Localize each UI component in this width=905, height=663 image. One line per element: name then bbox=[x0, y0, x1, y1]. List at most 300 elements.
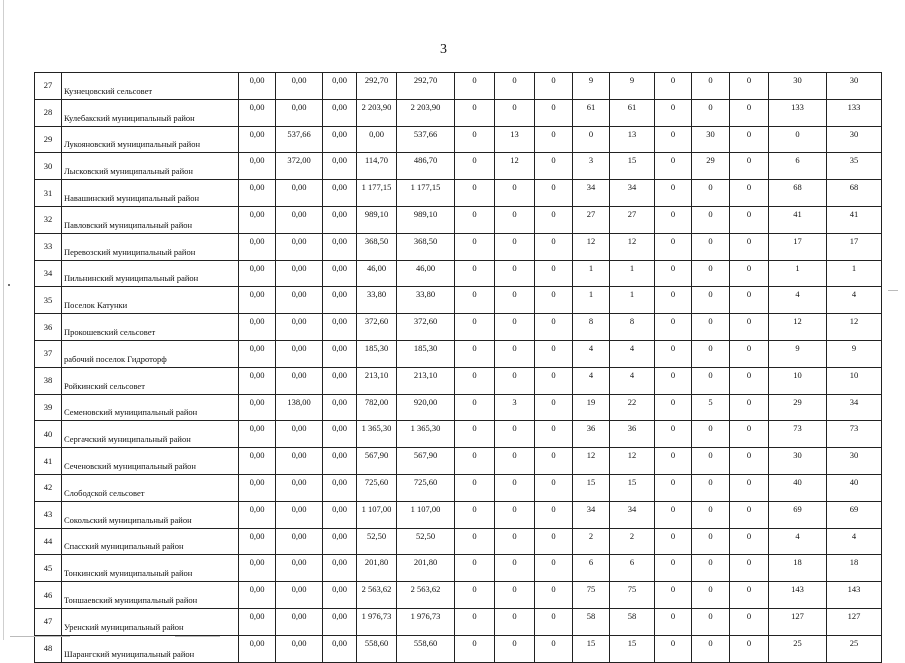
value-cell: 0,00 bbox=[276, 582, 323, 609]
value-cell: 0 bbox=[455, 153, 495, 180]
value-cell: 12 bbox=[573, 448, 610, 475]
value-cell: 4 bbox=[827, 287, 882, 314]
value-cell: 0,00 bbox=[239, 474, 276, 501]
value-cell: 0 bbox=[730, 206, 769, 233]
value-cell: 40 bbox=[827, 474, 882, 501]
value-cell: 0,00 bbox=[239, 233, 276, 260]
value-cell: 486,70 bbox=[397, 153, 455, 180]
value-cell: 0,00 bbox=[276, 340, 323, 367]
value-cell: 0,00 bbox=[276, 501, 323, 528]
value-cell: 0 bbox=[535, 367, 573, 394]
value-cell: 1 bbox=[827, 260, 882, 287]
value-cell: 34 bbox=[573, 180, 610, 207]
value-cell: 4 bbox=[827, 528, 882, 555]
value-cell: 0 bbox=[535, 180, 573, 207]
value-cell: 15 bbox=[610, 153, 655, 180]
value-cell: 8 bbox=[573, 314, 610, 341]
value-cell: 2 203,90 bbox=[397, 99, 455, 126]
value-cell: 0 bbox=[655, 153, 692, 180]
municipality-name: Павловский муниципальный район bbox=[62, 206, 239, 233]
value-cell: 0 bbox=[730, 287, 769, 314]
value-cell: 12 bbox=[769, 314, 827, 341]
table-row bbox=[35, 126, 882, 153]
value-cell: 0 bbox=[495, 528, 535, 555]
value-cell: 2 bbox=[610, 528, 655, 555]
value-cell: 0,00 bbox=[276, 73, 323, 100]
value-cell: 0 bbox=[455, 448, 495, 475]
value-cell: 0 bbox=[730, 340, 769, 367]
scan-mark bbox=[10, 636, 70, 637]
value-cell: 0 bbox=[655, 314, 692, 341]
value-cell: 0 bbox=[535, 421, 573, 448]
value-cell: 0,00 bbox=[323, 528, 357, 555]
row-number: 48 bbox=[35, 635, 62, 662]
value-cell: 36 bbox=[610, 421, 655, 448]
value-cell: 52,50 bbox=[357, 528, 397, 555]
value-cell: 0 bbox=[495, 287, 535, 314]
value-cell: 0,00 bbox=[276, 287, 323, 314]
value-cell: 0 bbox=[655, 608, 692, 635]
value-cell: 33,80 bbox=[397, 287, 455, 314]
row-number: 46 bbox=[35, 582, 62, 609]
municipality-name: Лысковский муниципальный район bbox=[62, 153, 239, 180]
value-cell: 30 bbox=[692, 126, 730, 153]
row-number: 28 bbox=[35, 99, 62, 126]
table-row bbox=[35, 367, 882, 394]
table-row bbox=[35, 153, 882, 180]
value-cell: 15 bbox=[573, 474, 610, 501]
value-cell: 0 bbox=[655, 180, 692, 207]
value-cell: 0 bbox=[730, 314, 769, 341]
value-cell: 0 bbox=[692, 474, 730, 501]
value-cell: 0,00 bbox=[276, 260, 323, 287]
value-cell: 61 bbox=[610, 99, 655, 126]
value-cell: 9 bbox=[610, 73, 655, 100]
value-cell: 0 bbox=[730, 582, 769, 609]
value-cell: 1 976,73 bbox=[397, 608, 455, 635]
value-cell: 0 bbox=[730, 367, 769, 394]
value-cell: 69 bbox=[769, 501, 827, 528]
value-cell: 0,00 bbox=[323, 394, 357, 421]
row-number: 35 bbox=[35, 287, 62, 314]
value-cell: 30 bbox=[769, 448, 827, 475]
value-cell: 0 bbox=[730, 126, 769, 153]
value-cell: 2 563,62 bbox=[357, 582, 397, 609]
value-cell: 0 bbox=[692, 314, 730, 341]
value-cell: 4 bbox=[610, 367, 655, 394]
value-cell: 0 bbox=[655, 287, 692, 314]
value-cell: 0 bbox=[535, 99, 573, 126]
value-cell: 0 bbox=[692, 421, 730, 448]
table-row bbox=[35, 314, 882, 341]
value-cell: 0,00 bbox=[276, 180, 323, 207]
value-cell: 0,00 bbox=[239, 608, 276, 635]
table-row bbox=[35, 260, 882, 287]
value-cell: 34 bbox=[827, 394, 882, 421]
value-cell: 127 bbox=[769, 608, 827, 635]
value-cell: 558,60 bbox=[357, 635, 397, 662]
value-cell: 0 bbox=[730, 608, 769, 635]
value-cell: 3 bbox=[495, 394, 535, 421]
municipality-name: Пильнинский муниципальный район bbox=[62, 260, 239, 287]
municipality-name: Тонкинский муниципальный район bbox=[62, 555, 239, 582]
value-cell: 5 bbox=[692, 394, 730, 421]
municipality-name: Поселок Катунки bbox=[62, 287, 239, 314]
value-cell: 0 bbox=[535, 233, 573, 260]
value-cell: 1 107,00 bbox=[357, 501, 397, 528]
table-row bbox=[35, 448, 882, 475]
row-number: 47 bbox=[35, 608, 62, 635]
value-cell: 2 bbox=[573, 528, 610, 555]
value-cell: 0 bbox=[692, 555, 730, 582]
value-cell: 138,00 bbox=[276, 394, 323, 421]
municipality-name: Спасский муниципальный район bbox=[62, 528, 239, 555]
value-cell: 0 bbox=[535, 153, 573, 180]
table-row bbox=[35, 287, 882, 314]
value-cell: 0,00 bbox=[239, 206, 276, 233]
value-cell: 213,10 bbox=[397, 367, 455, 394]
value-cell: 0,00 bbox=[276, 448, 323, 475]
data-table bbox=[34, 72, 882, 663]
value-cell: 36 bbox=[573, 421, 610, 448]
value-cell: 0 bbox=[692, 260, 730, 287]
value-cell: 0 bbox=[730, 99, 769, 126]
value-cell: 0 bbox=[730, 394, 769, 421]
value-cell: 0 bbox=[455, 394, 495, 421]
value-cell: 69 bbox=[827, 501, 882, 528]
value-cell: 0 bbox=[655, 206, 692, 233]
value-cell: 0 bbox=[535, 474, 573, 501]
value-cell: 0 bbox=[730, 233, 769, 260]
value-cell: 0,00 bbox=[323, 582, 357, 609]
value-cell: 0,00 bbox=[239, 635, 276, 662]
scan-mark bbox=[888, 290, 898, 291]
value-cell: 0,00 bbox=[239, 126, 276, 153]
value-cell: 372,00 bbox=[276, 153, 323, 180]
value-cell: 989,10 bbox=[357, 206, 397, 233]
value-cell: 9 bbox=[827, 340, 882, 367]
table-row bbox=[35, 99, 882, 126]
municipality-name: Шарангский муниципальный район bbox=[62, 635, 239, 662]
municipality-name: рабочий поселок Гидроторф bbox=[62, 340, 239, 367]
value-cell: 0 bbox=[692, 501, 730, 528]
table-row bbox=[35, 394, 882, 421]
value-cell: 0 bbox=[535, 126, 573, 153]
value-cell: 0 bbox=[769, 126, 827, 153]
value-cell: 0 bbox=[730, 421, 769, 448]
value-cell: 0 bbox=[455, 73, 495, 100]
value-cell: 0 bbox=[535, 635, 573, 662]
value-cell: 13 bbox=[495, 126, 535, 153]
value-cell: 0,00 bbox=[239, 501, 276, 528]
value-cell: 133 bbox=[769, 99, 827, 126]
value-cell: 0 bbox=[655, 260, 692, 287]
value-cell: 0 bbox=[655, 99, 692, 126]
value-cell: 201,80 bbox=[357, 555, 397, 582]
row-number: 38 bbox=[35, 367, 62, 394]
value-cell: 0 bbox=[655, 126, 692, 153]
value-cell: 1 365,30 bbox=[357, 421, 397, 448]
value-cell: 1 bbox=[769, 260, 827, 287]
value-cell: 0,00 bbox=[276, 528, 323, 555]
value-cell: 0 bbox=[730, 474, 769, 501]
value-cell: 0,00 bbox=[239, 528, 276, 555]
value-cell: 12 bbox=[610, 233, 655, 260]
value-cell: 0,00 bbox=[276, 314, 323, 341]
municipality-name: Слободской сельсовет bbox=[62, 474, 239, 501]
municipality-name: Лукояновский муниципальный район bbox=[62, 126, 239, 153]
value-cell: 372,60 bbox=[397, 314, 455, 341]
value-cell: 33,80 bbox=[357, 287, 397, 314]
value-cell: 0 bbox=[495, 421, 535, 448]
row-number: 45 bbox=[35, 555, 62, 582]
value-cell: 0 bbox=[655, 421, 692, 448]
value-cell: 558,60 bbox=[397, 635, 455, 662]
value-cell: 0 bbox=[495, 73, 535, 100]
value-cell: 0,00 bbox=[239, 73, 276, 100]
value-cell: 0 bbox=[535, 528, 573, 555]
value-cell: 30 bbox=[827, 73, 882, 100]
value-cell: 0 bbox=[455, 635, 495, 662]
value-cell: 0,00 bbox=[239, 99, 276, 126]
value-cell: 0 bbox=[455, 421, 495, 448]
value-cell: 0 bbox=[455, 474, 495, 501]
value-cell: 0 bbox=[655, 340, 692, 367]
value-cell: 13 bbox=[610, 126, 655, 153]
value-cell: 0,00 bbox=[357, 126, 397, 153]
value-cell: 0 bbox=[730, 555, 769, 582]
value-cell: 0 bbox=[535, 608, 573, 635]
value-cell: 0 bbox=[495, 555, 535, 582]
value-cell: 0 bbox=[455, 180, 495, 207]
value-cell: 0,00 bbox=[239, 555, 276, 582]
value-cell: 40 bbox=[769, 474, 827, 501]
value-cell: 30 bbox=[827, 126, 882, 153]
value-cell: 0 bbox=[692, 367, 730, 394]
value-cell: 0,00 bbox=[323, 180, 357, 207]
value-cell: 0 bbox=[455, 99, 495, 126]
value-cell: 0 bbox=[495, 582, 535, 609]
value-cell: 0 bbox=[495, 233, 535, 260]
value-cell: 4 bbox=[573, 340, 610, 367]
value-cell: 0 bbox=[535, 448, 573, 475]
value-cell: 1 bbox=[573, 287, 610, 314]
table-row bbox=[35, 608, 882, 635]
value-cell: 0 bbox=[573, 126, 610, 153]
value-cell: 0 bbox=[692, 528, 730, 555]
value-cell: 0,00 bbox=[239, 314, 276, 341]
value-cell: 27 bbox=[573, 206, 610, 233]
value-cell: 58 bbox=[573, 608, 610, 635]
row-number: 40 bbox=[35, 421, 62, 448]
row-number: 29 bbox=[35, 126, 62, 153]
value-cell: 73 bbox=[827, 421, 882, 448]
value-cell: 0 bbox=[495, 448, 535, 475]
value-cell: 2 563,62 bbox=[397, 582, 455, 609]
value-cell: 0 bbox=[455, 314, 495, 341]
value-cell: 0 bbox=[692, 340, 730, 367]
value-cell: 18 bbox=[827, 555, 882, 582]
value-cell: 725,60 bbox=[357, 474, 397, 501]
value-cell: 1 bbox=[610, 260, 655, 287]
municipality-name: Прокошевский сельсовет bbox=[62, 314, 239, 341]
value-cell: 0,00 bbox=[239, 153, 276, 180]
table-row bbox=[35, 73, 882, 100]
value-cell: 0 bbox=[692, 73, 730, 100]
value-cell: 4 bbox=[573, 367, 610, 394]
table-row bbox=[35, 501, 882, 528]
value-cell: 0 bbox=[692, 233, 730, 260]
table-row bbox=[35, 474, 882, 501]
table-body bbox=[35, 73, 882, 663]
value-cell: 0 bbox=[495, 314, 535, 341]
value-cell: 0,00 bbox=[323, 608, 357, 635]
value-cell: 19 bbox=[573, 394, 610, 421]
value-cell: 30 bbox=[827, 448, 882, 475]
municipality-name: Семеновский муниципальный район bbox=[62, 394, 239, 421]
municipality-name: Тоншаевский муниципальный район bbox=[62, 582, 239, 609]
municipality-name: Кулебакский муниципальный район bbox=[62, 99, 239, 126]
value-cell: 0 bbox=[692, 448, 730, 475]
value-cell: 0 bbox=[730, 153, 769, 180]
value-cell: 368,50 bbox=[397, 233, 455, 260]
value-cell: 0,00 bbox=[323, 206, 357, 233]
value-cell: 0 bbox=[455, 287, 495, 314]
row-number: 41 bbox=[35, 448, 62, 475]
value-cell: 58 bbox=[610, 608, 655, 635]
value-cell: 15 bbox=[573, 635, 610, 662]
value-cell: 0 bbox=[655, 394, 692, 421]
value-cell: 61 bbox=[573, 99, 610, 126]
value-cell: 12 bbox=[610, 448, 655, 475]
value-cell: 0 bbox=[455, 555, 495, 582]
value-cell: 1 bbox=[610, 287, 655, 314]
value-cell: 10 bbox=[769, 367, 827, 394]
value-cell: 1 177,15 bbox=[357, 180, 397, 207]
value-cell: 10 bbox=[827, 367, 882, 394]
value-cell: 0 bbox=[535, 501, 573, 528]
value-cell: 201,80 bbox=[397, 555, 455, 582]
value-cell: 0,00 bbox=[323, 260, 357, 287]
value-cell: 1 bbox=[573, 260, 610, 287]
scan-speck bbox=[8, 284, 10, 286]
value-cell: 17 bbox=[769, 233, 827, 260]
value-cell: 567,90 bbox=[357, 448, 397, 475]
value-cell: 0 bbox=[655, 448, 692, 475]
value-cell: 0,00 bbox=[323, 501, 357, 528]
value-cell: 22 bbox=[610, 394, 655, 421]
value-cell: 0 bbox=[730, 528, 769, 555]
value-cell: 0,00 bbox=[323, 153, 357, 180]
row-number: 39 bbox=[35, 394, 62, 421]
value-cell: 0 bbox=[655, 474, 692, 501]
value-cell: 30 bbox=[769, 73, 827, 100]
value-cell: 0 bbox=[655, 73, 692, 100]
value-cell: 0 bbox=[535, 73, 573, 100]
value-cell: 0,00 bbox=[276, 474, 323, 501]
value-cell: 292,70 bbox=[357, 73, 397, 100]
value-cell: 0,00 bbox=[239, 287, 276, 314]
municipality-name: Перевозский муниципальный район bbox=[62, 233, 239, 260]
value-cell: 368,50 bbox=[357, 233, 397, 260]
value-cell: 3 bbox=[573, 153, 610, 180]
value-cell: 0 bbox=[692, 608, 730, 635]
value-cell: 1 976,73 bbox=[357, 608, 397, 635]
value-cell: 0,00 bbox=[323, 340, 357, 367]
value-cell: 0,00 bbox=[323, 448, 357, 475]
value-cell: 75 bbox=[610, 582, 655, 609]
value-cell: 0 bbox=[655, 367, 692, 394]
value-cell: 2 203,90 bbox=[357, 99, 397, 126]
municipality-name: Навашинский муниципальный район bbox=[62, 180, 239, 207]
row-number: 37 bbox=[35, 340, 62, 367]
value-cell: 0,00 bbox=[276, 206, 323, 233]
value-cell: 0 bbox=[455, 233, 495, 260]
value-cell: 18 bbox=[769, 555, 827, 582]
value-cell: 0,00 bbox=[239, 582, 276, 609]
value-cell: 0,00 bbox=[323, 421, 357, 448]
value-cell: 0,00 bbox=[239, 260, 276, 287]
value-cell: 0 bbox=[455, 608, 495, 635]
municipality-name: Сокольский муниципальный район bbox=[62, 501, 239, 528]
row-number: 27 bbox=[35, 73, 62, 100]
value-cell: 29 bbox=[769, 394, 827, 421]
row-number: 42 bbox=[35, 474, 62, 501]
value-cell: 0 bbox=[495, 501, 535, 528]
value-cell: 0 bbox=[655, 582, 692, 609]
value-cell: 75 bbox=[573, 582, 610, 609]
value-cell: 15 bbox=[610, 474, 655, 501]
value-cell: 0,00 bbox=[239, 180, 276, 207]
value-cell: 34 bbox=[610, 501, 655, 528]
value-cell: 4 bbox=[769, 528, 827, 555]
row-number: 34 bbox=[35, 260, 62, 287]
value-cell: 27 bbox=[610, 206, 655, 233]
value-cell: 0 bbox=[455, 528, 495, 555]
value-cell: 0 bbox=[730, 635, 769, 662]
table-row bbox=[35, 180, 882, 207]
municipality-name: Сергачский муниципальный район bbox=[62, 421, 239, 448]
value-cell: 35 bbox=[827, 153, 882, 180]
value-cell: 0,00 bbox=[323, 126, 357, 153]
value-cell: 0 bbox=[495, 180, 535, 207]
value-cell: 0,00 bbox=[276, 233, 323, 260]
value-cell: 0,00 bbox=[323, 635, 357, 662]
value-cell: 73 bbox=[769, 421, 827, 448]
value-cell: 6 bbox=[573, 555, 610, 582]
value-cell: 0,00 bbox=[276, 635, 323, 662]
value-cell: 0,00 bbox=[276, 367, 323, 394]
municipality-name: Сеченовский муниципальный район bbox=[62, 448, 239, 475]
value-cell: 0 bbox=[730, 448, 769, 475]
value-cell: 25 bbox=[827, 635, 882, 662]
value-cell: 989,10 bbox=[397, 206, 455, 233]
value-cell: 0 bbox=[535, 287, 573, 314]
value-cell: 0 bbox=[692, 635, 730, 662]
value-cell: 537,66 bbox=[276, 126, 323, 153]
value-cell: 1 107,00 bbox=[397, 501, 455, 528]
value-cell: 0 bbox=[692, 99, 730, 126]
value-cell: 46,00 bbox=[357, 260, 397, 287]
value-cell: 34 bbox=[573, 501, 610, 528]
value-cell: 567,90 bbox=[397, 448, 455, 475]
value-cell: 114,70 bbox=[357, 153, 397, 180]
value-cell: 0,00 bbox=[276, 608, 323, 635]
value-cell: 185,30 bbox=[397, 340, 455, 367]
value-cell: 0,00 bbox=[276, 99, 323, 126]
value-cell: 1 177,15 bbox=[397, 180, 455, 207]
value-cell: 0,00 bbox=[239, 340, 276, 367]
